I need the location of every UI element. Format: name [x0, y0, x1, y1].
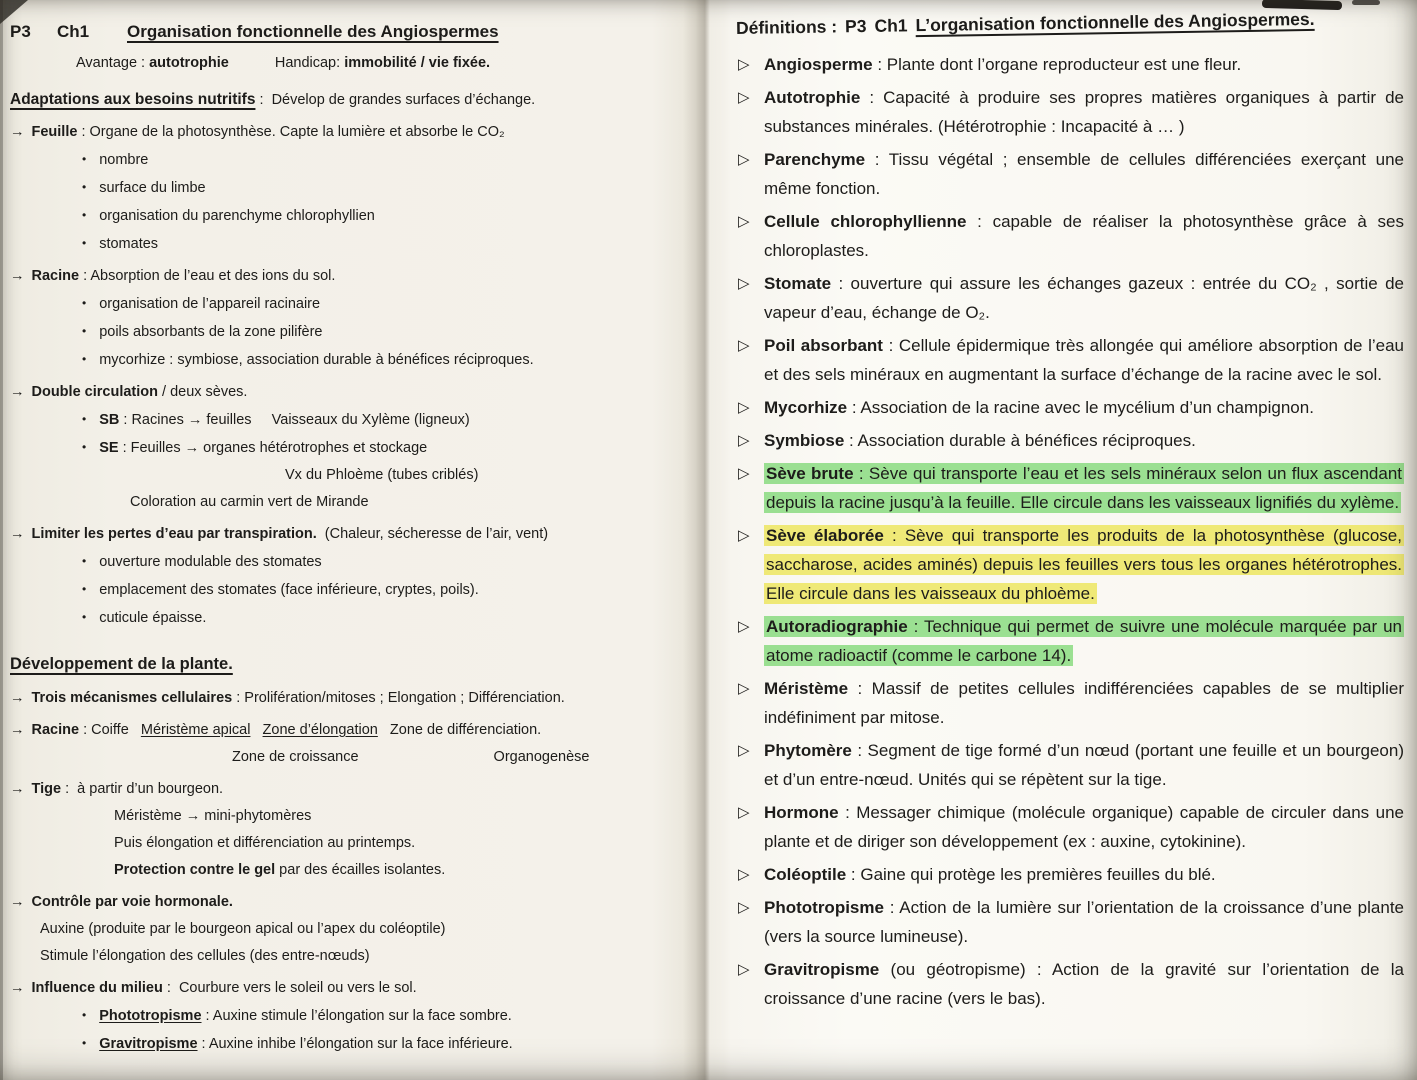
line-text: Vx du Phloème (tubes criblés)	[285, 467, 479, 483]
left-page	[10, 18, 672, 1058]
definition-body	[764, 741, 1404, 789]
line-lead: Feuille	[31, 124, 78, 140]
definition-term: Stomate	[764, 274, 832, 293]
zone-label: Zone de croissance	[232, 749, 359, 765]
item-text: : Auxine stimule l’élongation sur la face sombre.	[201, 1008, 512, 1024]
line-text: : Coiffe	[79, 722, 141, 738]
note-line	[10, 776, 672, 803]
item-text: stomates	[99, 236, 159, 252]
definition-item	[736, 521, 1404, 608]
definition-text: : Action de la lumière sur l’orientation de la croissance d’une plante (vers la source lumineuse).	[764, 898, 1404, 946]
line-lead: Contrôle par voie hormonale.	[31, 894, 233, 910]
bullet-icon: •	[82, 554, 87, 568]
list-item	[10, 174, 672, 202]
item-text: ouverture modulable des stomates	[99, 554, 322, 570]
arrow-icon: →	[10, 268, 25, 284]
arrow-icon: →	[10, 894, 25, 910]
definition-term: Hormone	[764, 803, 839, 822]
definition-term: Cellule chlorophyllienne	[764, 212, 967, 231]
list-item	[10, 318, 672, 346]
definition-term: Autoradiographie	[766, 617, 908, 636]
definition-text: : Massif de petites cellules indifférenciées capables de se multiplier indéfiniment par mitose.	[764, 679, 1404, 727]
page-title: L’organisation fonctionnelle des Angiospermes.	[915, 8, 1315, 36]
item-lead: Phototropisme	[99, 1008, 202, 1024]
definition-text: : ouverture qui assure les échanges gazeux : entrée du CO₂ , sortie de vapeur d’eau, échange de O₂.	[764, 274, 1404, 322]
definition-body	[764, 88, 1404, 136]
line-text: Zone de différenciation.	[377, 722, 542, 738]
definition-body-highlighted	[764, 525, 1404, 604]
note-line	[10, 943, 672, 970]
definition-text: : Association durable à bénéfices réciproques.	[844, 431, 1196, 450]
definition-term: Gravitropisme	[764, 960, 880, 979]
line-text: par des écailles isolantes.	[275, 862, 446, 878]
definition-arrow-icon: ▷	[738, 337, 750, 354]
definition-body	[764, 865, 1216, 884]
definition-arrow-icon: ▷	[738, 866, 750, 883]
bullet-icon: •	[82, 180, 87, 194]
definition-item	[736, 269, 1404, 327]
definition-text: (ou géotropisme) : Action de la gravité sur l’orientation de la croissance d’une racine (vers le bas).	[764, 960, 1404, 1008]
definition-body	[764, 398, 1314, 417]
arrow-icon: →	[10, 384, 25, 400]
definition-item	[736, 860, 1404, 889]
underlined-term: Méristème apical	[140, 722, 251, 738]
note-line	[10, 889, 672, 916]
bullet-icon: •	[82, 610, 87, 624]
note-line	[10, 685, 672, 712]
bullet-icon: •	[82, 324, 87, 338]
line-text: Stimule l’élongation des cellules (des entre-nœuds)	[40, 948, 370, 964]
list-item	[10, 406, 672, 434]
line-text	[250, 722, 262, 738]
definition-item	[736, 83, 1404, 141]
list-item	[10, 290, 672, 318]
definition-arrow-icon: ▷	[738, 742, 750, 759]
line-text: Auxine (produite par le bourgeon apical ou l’apex du coléoptile)	[40, 921, 446, 937]
item-lead: Gravitropisme	[99, 1036, 198, 1052]
definition-arrow-icon: ▷	[738, 465, 750, 482]
definition-term: Phytomère	[764, 741, 852, 760]
definition-arrow-icon: ▷	[738, 680, 750, 697]
definition-text: : Segment de tige formé d’un nœud (portant une feuille et un bourgeon) et d’un entre-nœud. Unités qui se répètent sur la tige.	[764, 741, 1404, 789]
list-item	[10, 202, 672, 230]
definition-arrow-icon: ▷	[738, 432, 750, 449]
list-item	[10, 604, 672, 632]
list-item	[10, 1002, 672, 1030]
definition-text: : Sève qui transporte les produits de la photosynthèse (glucose, saccharose, acides aminés) depuis les feuilles vers tous les organes hétérotrophes. Elle circule dans les vaisseaux du phloème.	[766, 526, 1402, 603]
definition-item	[736, 50, 1404, 79]
definition-term: Sève brute	[766, 464, 854, 483]
line-text: Coloration au carmin vert de Mirande	[130, 494, 369, 510]
bullet-icon: •	[82, 412, 87, 426]
left-page-header	[10, 18, 672, 45]
note-line	[10, 857, 672, 884]
definition-body	[764, 336, 1404, 384]
definition-body	[764, 679, 1404, 727]
line-lead: Racine	[31, 722, 80, 738]
item-lead: SE	[99, 440, 119, 456]
line-lead: Double circulation	[31, 384, 158, 400]
definition-term: Parenchyme	[764, 150, 866, 169]
item-text: : Racines → feuilles Vaisseaux du Xylème (ligneux)	[119, 412, 470, 428]
line-text: (Chaleur, sécheresse de l’air, vent)	[316, 526, 549, 542]
definition-arrow-icon: ▷	[738, 213, 750, 230]
page-title: Organisation fonctionnelle des Angiospermes	[127, 22, 499, 41]
definition-term: Sève élaborée	[766, 526, 884, 545]
definition-term: Autotrophie	[764, 88, 861, 107]
definition-term: Angiosperme	[764, 55, 873, 74]
line-lead: Influence du milieu	[31, 980, 163, 996]
arrow-icon: →	[10, 980, 25, 996]
definition-text: : Capacité à produire ses propres matières organiques à partir de substances minérales. (Hétérotrophie : Incapacité à … )	[764, 88, 1404, 136]
note-line	[10, 916, 672, 943]
definition-body	[764, 960, 1404, 1008]
line-text: : Organe de la photosynthèse. Capte la lumière et absorbe le CO₂	[77, 124, 505, 140]
section-title: Développement de la plante.	[10, 655, 233, 673]
advantage-handicap-line	[10, 50, 672, 77]
definition-arrow-icon: ▷	[738, 899, 750, 916]
definition-item	[736, 798, 1404, 856]
page-fold-shadow	[683, 0, 725, 1080]
bullet-icon: •	[82, 208, 87, 222]
definition-term: Mycorhize	[764, 398, 848, 417]
item-text: emplacement des stomates (face inférieure, cryptes, poils).	[99, 582, 479, 598]
definition-body-highlighted	[764, 463, 1404, 513]
definition-text: : Association de la racine avec le mycélium d’un champignon.	[847, 398, 1314, 417]
list-item	[10, 1030, 672, 1058]
handicap-value: immobilité / vie fixée.	[344, 55, 491, 71]
definition-body	[764, 803, 1404, 851]
definition-body	[764, 898, 1404, 946]
section-text: : Dévelop de grandes surfaces d’échange.	[255, 92, 536, 108]
section-heading	[10, 86, 672, 114]
line-lead: Tige	[31, 781, 62, 797]
item-text: nombre	[99, 152, 149, 168]
right-page	[735, 8, 1405, 1017]
advantage-label: Avantage :	[76, 55, 150, 71]
note-line	[10, 975, 672, 1002]
definition-item	[736, 674, 1404, 732]
underlined-term: Zone d’élongation	[262, 722, 378, 738]
page-edge-shadow	[0, 0, 3, 1080]
bullet-icon: •	[82, 236, 87, 250]
item-text: mycorhize : symbiose, association durable à bénéfices réciproques.	[99, 352, 534, 368]
list-item	[10, 548, 672, 576]
definition-text: : Sève qui transporte l’eau et les sels minéraux selon un flux ascendant depuis la racine jusqu’à la feuille. Elle circule dans les vaisseaux lignifiés du xylème.	[766, 464, 1402, 512]
list-item	[10, 146, 672, 174]
definition-arrow-icon: ▷	[738, 527, 750, 544]
definition-term: Coléoptile	[764, 865, 847, 884]
arrow-icon: →	[10, 526, 25, 542]
section-heading	[10, 651, 672, 678]
definition-item	[736, 955, 1404, 1013]
item-text: organisation de l’appareil racinaire	[99, 296, 321, 312]
list-item	[10, 576, 672, 604]
definition-text: : capable de réaliser la photosynthèse grâce à ses chloroplastes.	[764, 212, 1404, 260]
definition-item	[736, 145, 1404, 203]
definition-arrow-icon: ▷	[738, 56, 750, 73]
arrow-icon: →	[10, 722, 25, 738]
definitions-label: Définitions :	[735, 16, 838, 38]
definition-body	[764, 212, 1404, 260]
line-text: : Courbure vers le soleil ou vers le sol.	[162, 980, 417, 996]
line-lead: Racine	[31, 268, 80, 284]
definition-term: Phototropisme	[764, 898, 884, 917]
definition-text: : Messager chimique (molécule organique) capable de circuler dans une plante et de diriger son développement (ex : auxine, cytokinine).	[764, 803, 1404, 851]
note-line	[10, 379, 672, 406]
line-text: / deux sèves.	[158, 384, 248, 400]
line-text: : à partir d’un bourgeon.	[61, 781, 224, 797]
definition-term: Poil absorbant	[764, 336, 883, 355]
note-line	[10, 803, 672, 830]
definition-text: : Cellule épidermique très allongée qui améliore absorption de l’eau et des sels minéraux en augmentant la surface d’échange de la racine avec le sol.	[764, 336, 1405, 384]
bullet-icon: •	[82, 440, 87, 454]
definition-item	[736, 736, 1404, 794]
definition-body	[764, 150, 1404, 198]
line-lead: Protection contre le gel	[114, 862, 276, 878]
line-text: Puis élongation et différenciation au printemps.	[114, 835, 416, 851]
bullet-icon: •	[82, 152, 87, 166]
list-item	[10, 434, 672, 462]
list-item	[10, 230, 672, 258]
zone-label: Organogenèse	[493, 749, 590, 765]
definition-arrow-icon: ▷	[738, 804, 750, 821]
definition-arrow-icon: ▷	[738, 618, 750, 635]
bullet-icon: •	[82, 352, 87, 366]
definition-item	[736, 612, 1404, 670]
arrow-icon: →	[10, 124, 25, 140]
line-lead: Limiter les pertes d’eau par transpiration.	[31, 526, 317, 542]
item-text: organisation du parenchyme chlorophyllien	[99, 208, 375, 224]
bullet-icon: •	[82, 1008, 87, 1022]
definition-body	[764, 431, 1196, 450]
note-line	[10, 462, 672, 489]
note-line	[10, 263, 672, 290]
item-text: cuticule épaisse.	[99, 610, 207, 626]
definition-text: : Gaine qui protège les premières feuilles du blé.	[846, 865, 1216, 884]
item-text: poils absorbants de la zone pilifère	[99, 324, 323, 340]
note-line	[10, 744, 672, 771]
definition-arrow-icon: ▷	[738, 961, 750, 978]
definition-text: : Technique qui permet de suivre une molécule marquée par un atome radioactif (comme le carbone 14).	[766, 617, 1402, 665]
item-lead: SB	[99, 412, 120, 428]
line-text: Méristème → mini-phytomères	[114, 808, 312, 824]
definition-item	[736, 426, 1404, 455]
arrow-icon: →	[10, 781, 25, 797]
note-line	[10, 830, 672, 857]
right-page-header	[736, 4, 1404, 43]
definition-arrow-icon: ▷	[738, 399, 750, 416]
bullet-icon: •	[82, 1036, 87, 1050]
definition-term: Méristème	[764, 679, 849, 698]
chapter-number: Ch1	[874, 15, 908, 36]
line-text: : Absorption de l’eau et des ions du sol.	[79, 268, 336, 284]
definition-item	[736, 459, 1404, 517]
arrow-icon: →	[10, 690, 25, 706]
note-line	[10, 489, 672, 516]
definition-text: : Tissu végétal ; ensemble de cellules différenciées exerçant une même fonction.	[764, 150, 1404, 198]
definition-body	[764, 55, 1241, 74]
section-title: Adaptations aux besoins nutritifs	[10, 91, 256, 108]
note-line	[10, 521, 672, 548]
line-lead: Trois mécanismes cellulaires	[31, 690, 233, 706]
note-line	[10, 717, 672, 744]
definition-item	[736, 393, 1404, 422]
definition-term: Symbiose	[764, 431, 845, 450]
line-text: : Prolifération/mitoses ; Elongation ; Différenciation.	[232, 690, 565, 706]
page-number: P3	[10, 22, 31, 41]
bullet-icon: •	[82, 582, 87, 596]
definition-text: : Plante dont l’organe reproducteur est une fleur.	[872, 55, 1242, 74]
advantage-value: autotrophie	[149, 55, 229, 71]
definition-arrow-icon: ▷	[738, 275, 750, 292]
definition-item	[736, 893, 1404, 951]
definition-arrow-icon: ▷	[738, 151, 750, 168]
handicap-label: Handicap:	[274, 55, 345, 71]
definition-arrow-icon: ▷	[738, 89, 750, 106]
definition-item	[736, 207, 1404, 265]
item-text: : Feuilles → organes hétérotrophes et stockage	[118, 440, 428, 456]
bullet-icon: •	[82, 296, 87, 310]
definition-body	[764, 274, 1404, 322]
item-text: : Auxine inhibe l’élongation sur la face inférieure.	[197, 1036, 513, 1052]
definition-item	[736, 331, 1404, 389]
item-text: surface du limbe	[99, 180, 206, 196]
chapter-number: Ch1	[57, 22, 90, 41]
note-line	[10, 119, 672, 146]
list-item	[10, 346, 672, 374]
page-number: P3	[844, 15, 867, 37]
definition-body-highlighted	[764, 616, 1404, 666]
